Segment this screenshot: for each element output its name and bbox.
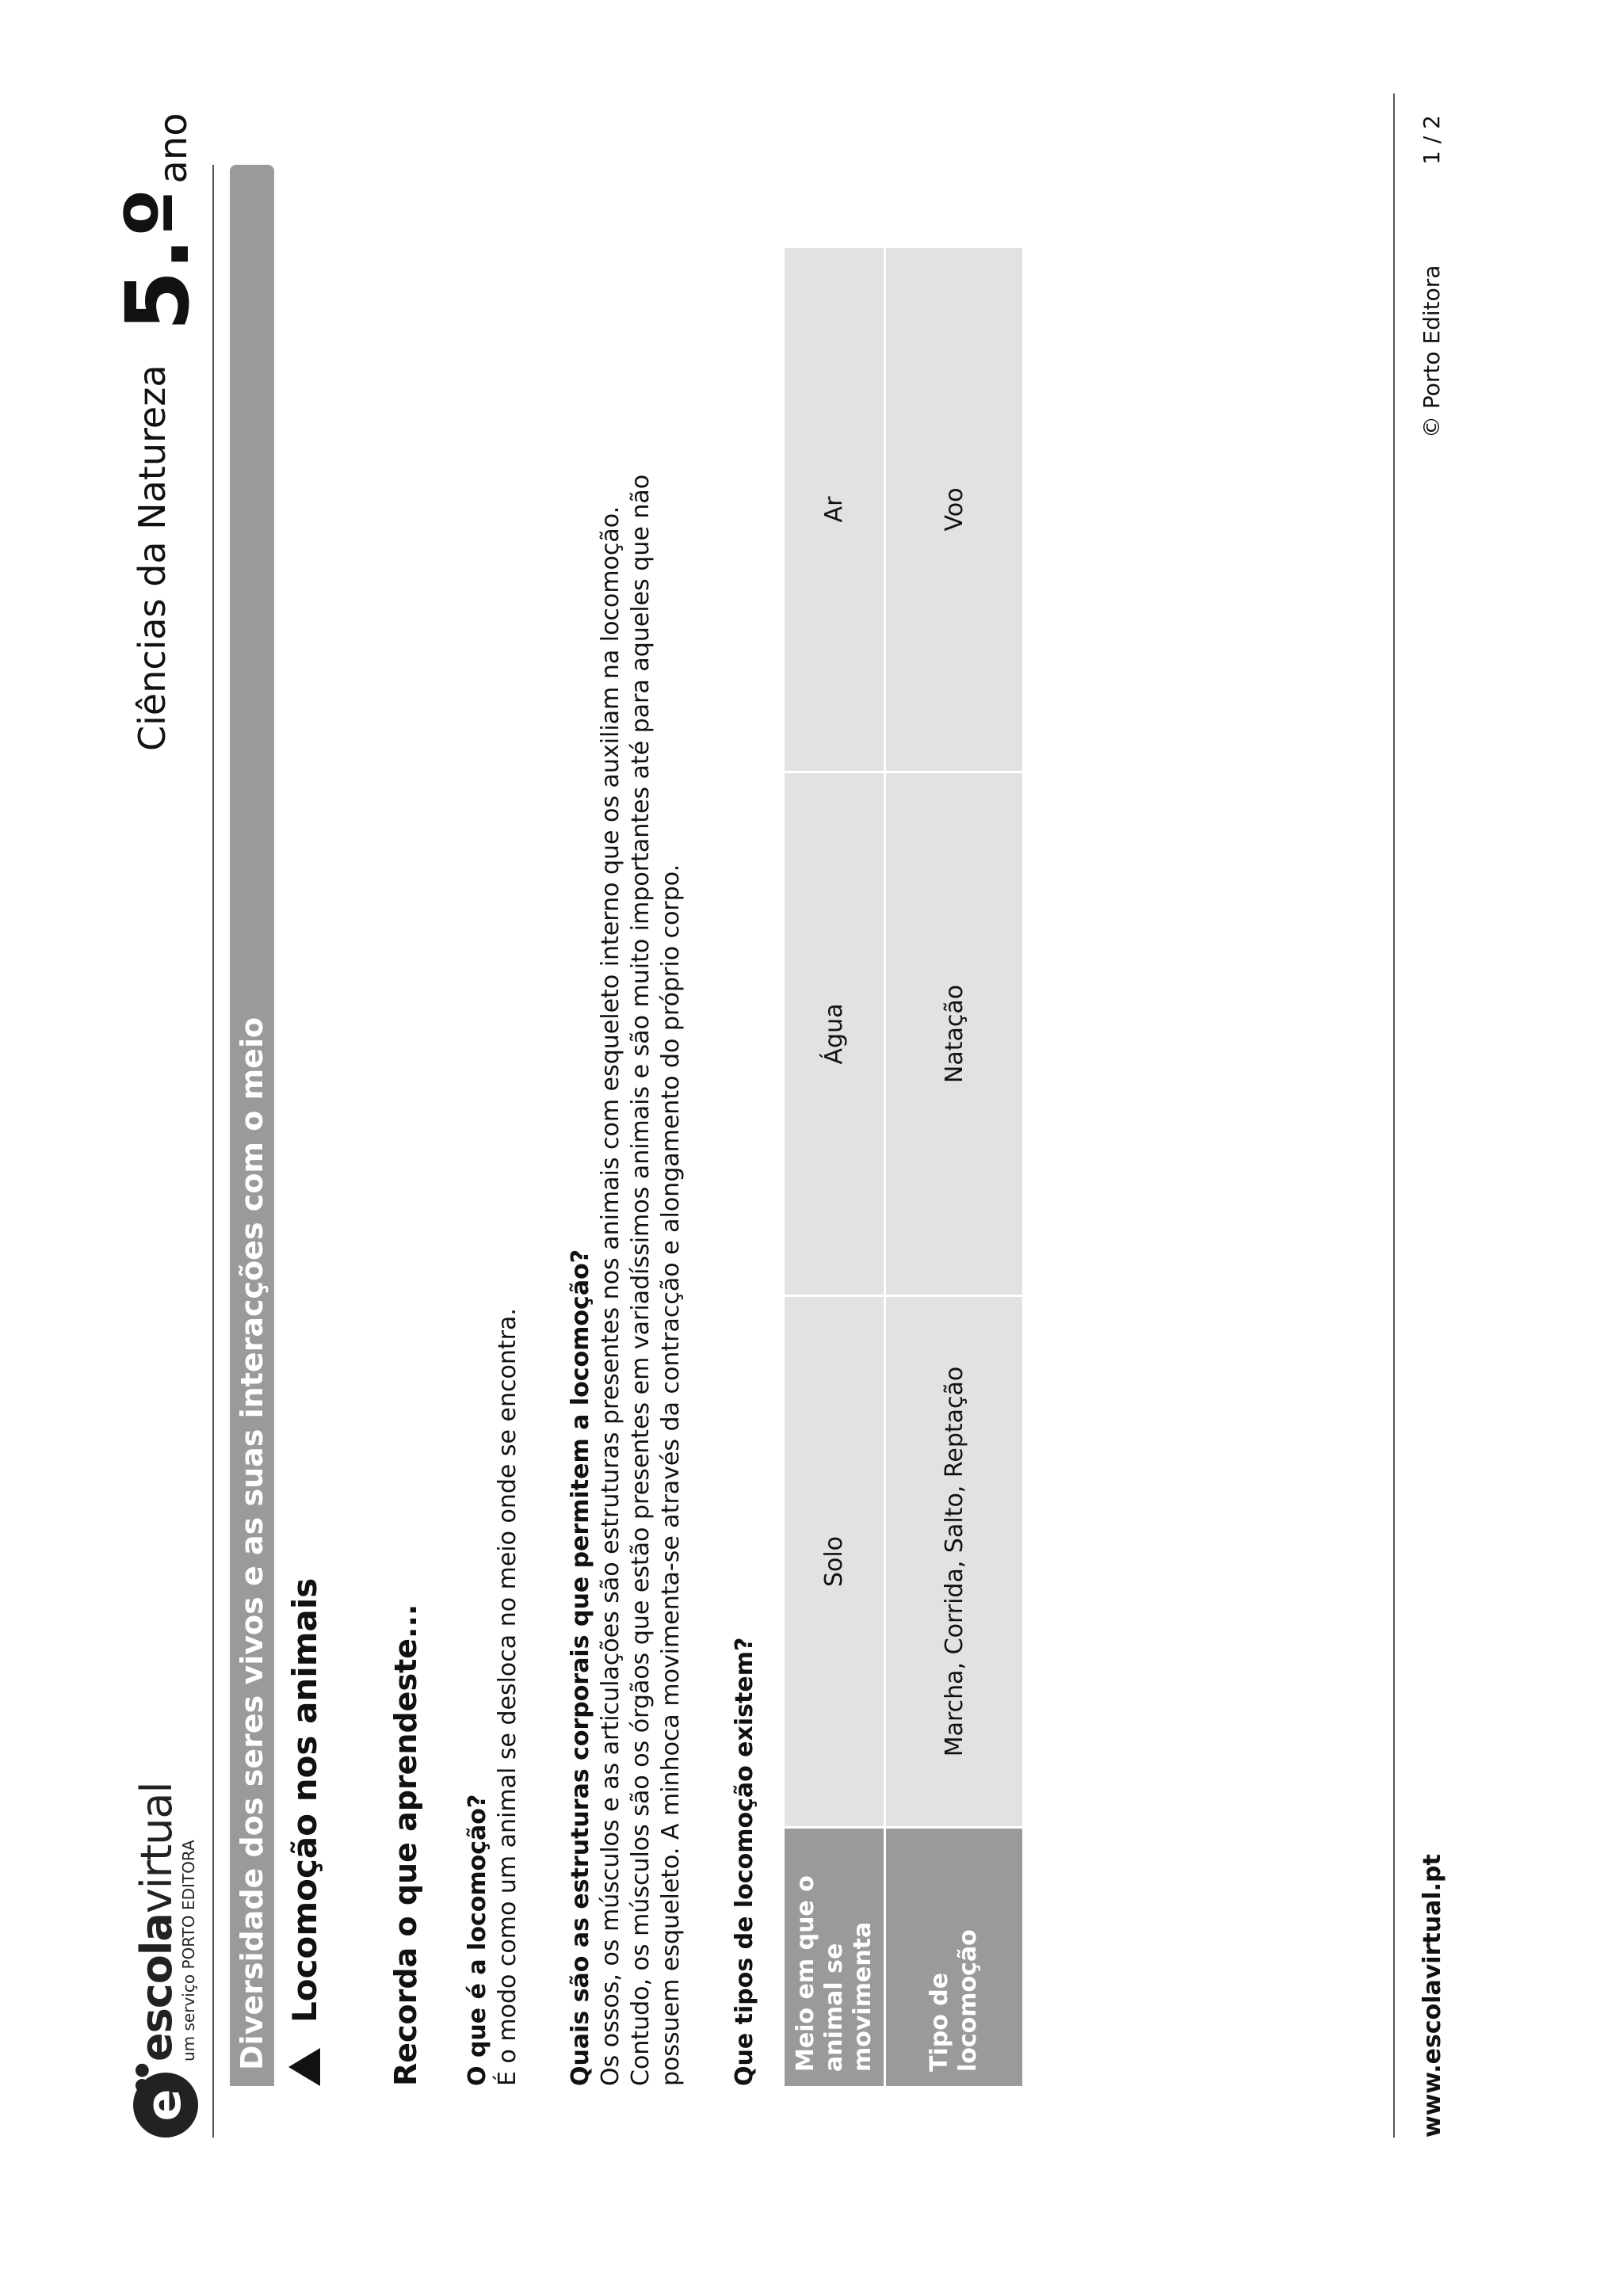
escola-virtual-logo[interactable] [127, 1765, 206, 2138]
answer-2-line-1: Os ossos, os músculos e as articulações são estruturas presentes nos animais com esqueleto interno que os auxiliam na locomoção. [597, 505, 624, 2086]
grade-word: ano [151, 113, 196, 184]
table-cell-medium-agua: Água [785, 773, 884, 1295]
page-number: 1 / 2 [1419, 115, 1445, 165]
table-row-header-type: Tipo de locomoção [886, 1829, 1022, 2086]
question-2: Quais são as estruturas corporais que permitem a locomoção? [567, 1249, 594, 2086]
logo-tagline: um serviço PORTO EDITORA [179, 1840, 198, 2061]
recap-heading: Recorda o que aprendeste... [388, 1604, 423, 2086]
chapter-band [230, 165, 274, 2086]
triangle-bullet-icon [288, 2048, 320, 2086]
header-divider [212, 165, 214, 2138]
logo-mark: e [133, 2073, 198, 2138]
table-row-header-medium: Meio em que o animal se movimenta [785, 1829, 884, 2086]
footer-copyright: © Porto Editora [1419, 265, 1445, 438]
answer-2-line-3: possuem esqueleto. A minhoca movimenta-se através da contracção e alongamento do próprio corpo. [657, 864, 685, 2086]
table-cell-medium-ar: Ar [785, 248, 884, 771]
question-3: Que tipos de locomoção existem? [731, 1637, 758, 2086]
logo-wordmark: escolavirtual [132, 1782, 181, 2061]
answer-1-line-1: É o modo como um animal se desloca no meio onde se encontra. [494, 1308, 521, 2086]
answer-2-line-2: Contudo, os músculos são os órgãos que estão presentes em variadíssimos animais e são muito importantes até para aqueles que não [627, 474, 655, 2086]
footer-divider [1393, 93, 1395, 2138]
table-cell-type-solo: Marcha, Corrida, Salto, Reptação [886, 1297, 1022, 1826]
subject-title: Ciências da Natureza [131, 364, 174, 751]
logo-dots-icon: ●● [132, 2062, 151, 2093]
table-cell-medium-solo: Solo [785, 1297, 884, 1826]
footer-url-link[interactable]: www.escolavirtual.pt [1419, 1854, 1446, 2138]
table-cell-type-agua: Natação [886, 773, 1022, 1295]
grade-label [107, 113, 208, 331]
locomotion-table [785, 105, 1022, 2086]
chapter-title: Diversidade dos seres vivos e as suas interacções com o meio [235, 1016, 269, 2070]
question-1: O que é a locomoção? [464, 1794, 491, 2086]
table-cell-type-ar: Voo [886, 248, 1022, 771]
grade-number: 5.º [107, 188, 208, 331]
section-title: Locomoção nos animais [285, 1577, 324, 2023]
